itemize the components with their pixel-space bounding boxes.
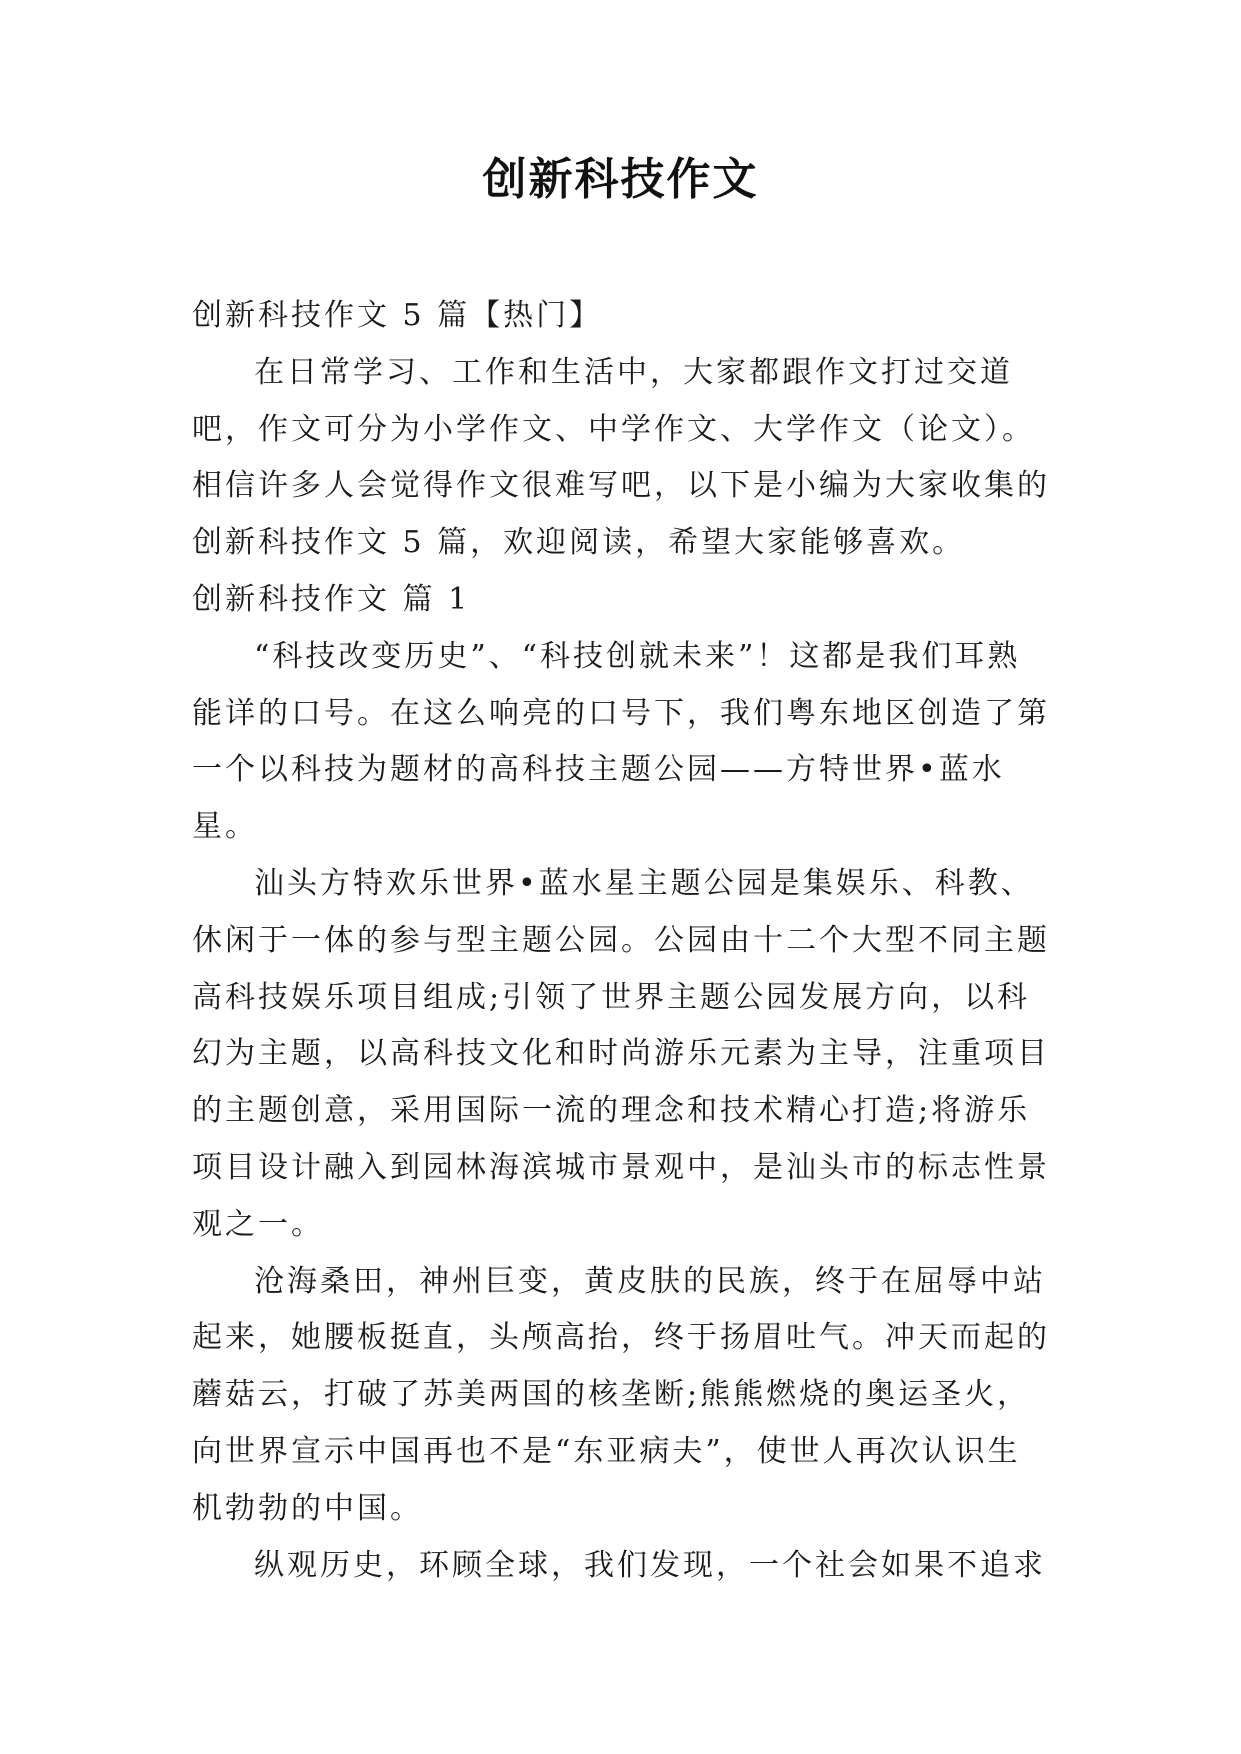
section-heading: 创新科技作文 篇 1 (192, 581, 471, 617)
document-title: 创新科技作文 (482, 154, 759, 205)
paragraph: 汕头方特欢乐世界•蓝水星主题公园是集娱乐、科教、休闲于一体的参与型主题公园。公园由十二个大型不同主题高科技娱乐项目组成;引领了世界主题公园发展方向，以科幻为主题，以高科技文化和时尚游乐元素为主导，注重项目的主题创意，采用国际一流的理念和技术精心打造;将游乐项目设计融入到园林海滨城市景观中，是汕头市的标志性景观之一。 (192, 865, 1050, 1242)
paragraph: “科技改变历史”、“科技创就未来”！这都是我们耳熟能详的口号。在这么响亮的口号下，我们粤东地区创造了第一个以科技为题材的高科技主题公园——方特世界•蓝水星。 (192, 638, 1050, 845)
paragraph: 在日常学习、工作和生活中，大家都跟作文打过交道吧，作文可分为小学作文、中学作文、大学作文（论文）。相信许多人会觉得作文很难写吧，以下是小编为大家收集的创新科技作文 5 篇，欢迎阅读，希望大家能够喜欢。 (192, 354, 1050, 561)
section-heading: 创新科技作文 5 篇【热门】 (192, 298, 603, 333)
paragraph: 沧海桑田，神州巨变，黄皮肤的民族，终于在屈辱中站起来，她腰板挺直，头颅高抬，终于扬眉吐气。冲天而起的蘑菇云，打破了苏美两国的核垄断;熊熊燃烧的奥运圣火，向世界宣示中国再也不是“东亚病夫”，使世人再次认识生机勃勃的中国。 (192, 1263, 1050, 1526)
document-body (192, 288, 1052, 1594)
paragraph: 纵观历史，环顾全球，我们发现，一个社会如果不追求 (254, 1547, 1046, 1583)
